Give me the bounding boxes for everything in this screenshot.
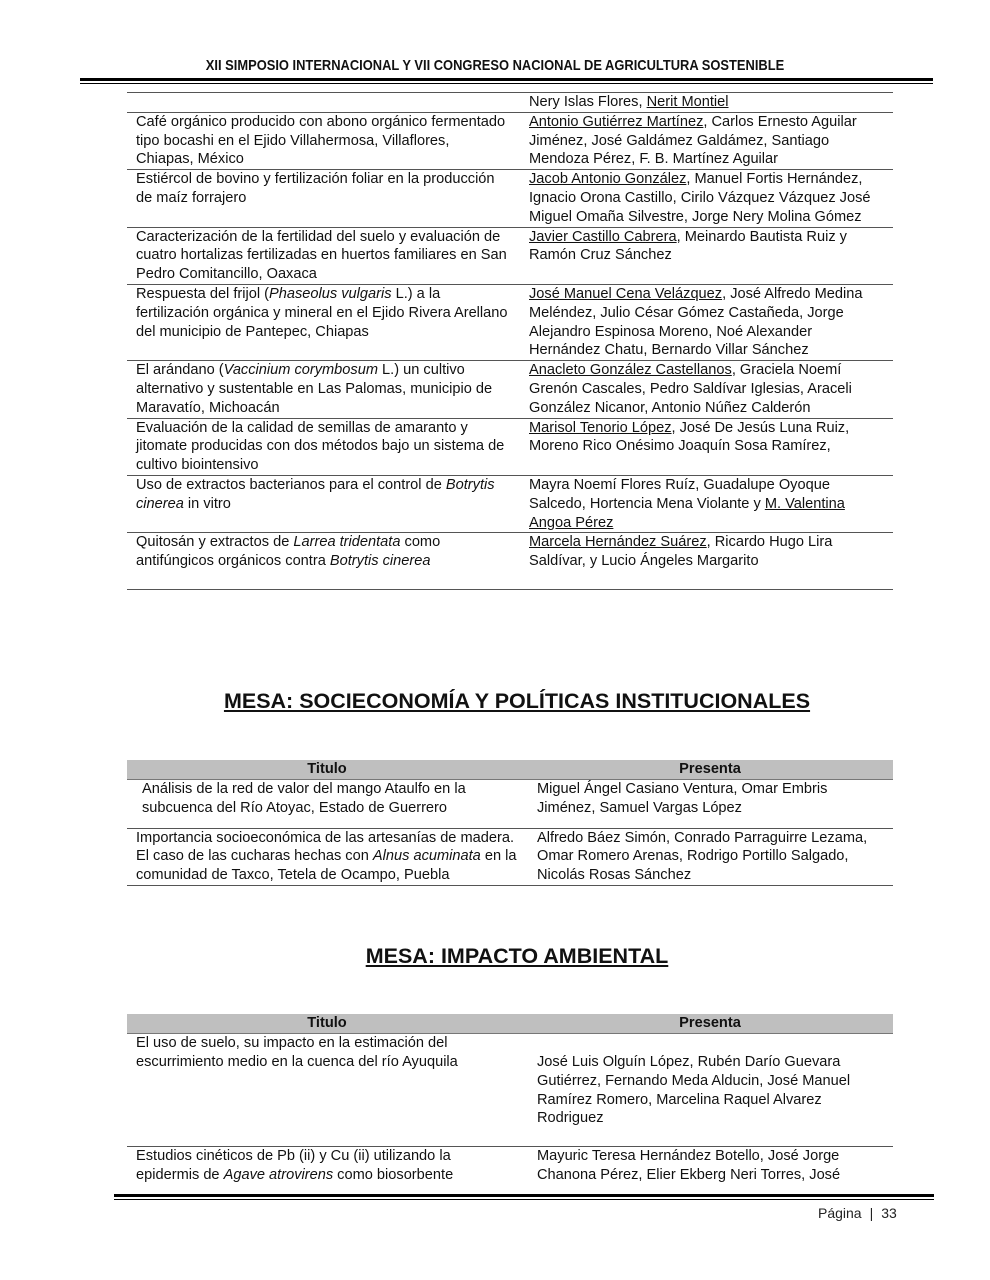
- table-socioeconomia: [127, 760, 893, 886]
- table-continued: [127, 92, 893, 590]
- section-title-socioeconomia: MESA: SOCIECONOMÍA Y POLÍTICAS INSTITUCIONALES: [223, 689, 811, 713]
- page-number: 33: [881, 1205, 897, 1221]
- titulo-cell: [127, 93, 519, 113]
- col-header-titulo: Titulo: [127, 760, 527, 780]
- titulo-cell: Evaluación de la calidad de semillas de amaranto y jitomate producidas con dos métodos bajo un sistema de cultivo biointensivo: [127, 418, 519, 475]
- header-rule-thin: [80, 83, 933, 84]
- running-header: XII SIMPOSIO INTERNACIONAL Y VII CONGRESO NACIONAL DE AGRICULTURA SOSTENIBLE: [205, 57, 785, 74]
- presenta-cell: Mayra Noemí Flores Ruíz, Guadalupe Oyoque Salcedo, Hortencia Mena Violante y M. Valentina Angoa Pérez: [519, 475, 893, 532]
- page-separator: |: [869, 1205, 874, 1221]
- presenta-cell: Mayuric Teresa Hernández Botello, José Jorge Chanona Pérez, Elier Ekberg Neri Torres, José: [537, 1148, 841, 1183]
- table-row: [127, 170, 893, 227]
- titulo-cell: Análisis de la red de valor del mango Ataulfo en la subcuenca del Río Atoyac, Estado de Guerrero: [127, 780, 527, 829]
- presenta-cell: José Luis Olguín López, Rubén Darío Guevara Gutiérrez, Fernando Meda Alducin, José Manuel Ramírez Romero, Marcelina Raquel Alvarez Rodriguez: [527, 1034, 893, 1147]
- presenta-cell: Javier Castillo Cabrera, Meinardo Bautista Ruiz y Ramón Cruz Sánchez: [519, 227, 893, 284]
- table-row: [127, 112, 893, 169]
- titulo-cell: El arándano (Vaccinium corymbosum L.) un cultivo alternativo y sustentable en Las Palomas, municipio de Maravatío, Michoacán: [127, 361, 519, 418]
- presenta-cell: Miguel Ángel Casiano Ventura, Omar Embris Jiménez, Samuel Vargas López: [527, 780, 893, 829]
- table-row: [127, 93, 893, 113]
- presenta-cell: Marcela Hernández Suárez, Ricardo Hugo Lira Saldívar, y Lucio Ángeles Margarito: [519, 533, 893, 590]
- footer-rule-thick: [114, 1194, 934, 1197]
- table-header-row: [127, 1014, 893, 1034]
- table-row: [127, 780, 893, 829]
- table-row: [127, 361, 893, 418]
- page-footer: [814, 1205, 901, 1221]
- presenta-cell: José Manuel Cena Velázquez, José Alfredo Medina Meléndez, Julio César Gómez Castañeda, Jorge Alejandro Espinosa Moreno, Noé Alexander Hernández Chatu, Bernardo Villar Sánchez: [519, 284, 893, 360]
- table-row: [127, 1147, 893, 1185]
- presenta-cell: Nery Islas Flores, Nerit Montiel: [519, 93, 893, 113]
- table-row: [127, 1034, 893, 1147]
- titulo-cell: Estiércol de bovino y fertilización foliar en la producción de maíz forrajero: [127, 170, 519, 227]
- table-row: [127, 533, 893, 590]
- section-title-impacto-ambiental: MESA: IMPACTO AMBIENTAL: [365, 944, 669, 968]
- presenta-cell: Alfredo Báez Simón, Conrado Parraguirre Lezama, Omar Romero Arenas, Rodrigo Portillo Salgado, Nicolás Rosas Sánchez: [527, 828, 893, 885]
- col-header-presenta: Presenta: [527, 760, 893, 780]
- presenta-cell: Marisol Tenorio López, José De Jesús Luna Ruiz, Moreno Rico Onésimo Joaquín Sosa Ramírez,: [519, 418, 893, 475]
- titulo-cell: El uso de suelo, su impacto en la estimación del escurrimiento medio en la cuenca del río Ayuquila: [127, 1034, 527, 1147]
- table-row: [127, 227, 893, 284]
- presenta-cell: Anacleto González Castellanos, Graciela Noemí Grenón Cascales, Pedro Saldívar Iglesias, Araceli González Nicanor, Antonio Núñez Calderón: [519, 361, 893, 418]
- titulo-cell: Respuesta del frijol (Phaseolus vulgaris L.) a la fertilización orgánica y mineral en el Ejido Rivera Arellano del municipio de Pantepec, Chiapas: [127, 284, 519, 360]
- titulo-cell: Caracterización de la fertilidad del suelo y evaluación de cuatro hortalizas fertilizadas en huertos familiares en San Pedro Comitancillo, Oaxaca: [127, 227, 519, 284]
- table-row: [127, 284, 893, 360]
- table-row: [127, 828, 893, 885]
- titulo-cell: Quitosán y extractos de Larrea tridentata como antifúngicos orgánicos contra Botrytis cinerea: [127, 533, 519, 590]
- titulo-cell: Café orgánico producido con abono orgánico fermentado tipo bocashi en el Ejido Villahermosa, Villaflores, Chiapas, México: [127, 112, 519, 169]
- titulo-cell: Uso de extractos bacterianos para el control de Botrytis cinerea in vitro: [127, 475, 519, 532]
- header-rule-thick: [80, 78, 933, 81]
- titulo-cell: Estudios cinéticos de Pb (ii) y Cu (ii) utilizando la epidermis de Agave atrovirens como biosorbente: [136, 1148, 454, 1183]
- presenta-cell: Jacob Antonio González, Manuel Fortis Hernández, Ignacio Orona Castillo, Cirilo Vázquez Vázquez José Miguel Omaña Silvestre, Jorge Nery Molina Gómez: [519, 170, 893, 227]
- presenta-cell: Antonio Gutiérrez Martínez, Carlos Ernesto Aguilar Jiménez, José Galdámez Galdámez, Santiago Mendoza Pérez, F. B. Martínez Aguilar: [519, 112, 893, 169]
- page-label: Página: [818, 1205, 862, 1221]
- table-row: [127, 475, 893, 532]
- col-header-presenta: Presenta: [527, 1014, 893, 1034]
- table-header-row: [127, 760, 893, 780]
- table-row: [127, 418, 893, 475]
- titulo-cell: Importancia socioeconómica de las artesanías de madera. El caso de las cucharas hechas con Alnus acuminata en la comunidad de Taxco, Tetela de Ocampo, Puebla: [127, 828, 527, 885]
- col-header-titulo: Titulo: [127, 1014, 527, 1034]
- table-impacto-ambiental: [127, 1014, 893, 1185]
- footer-rule-thin: [114, 1199, 934, 1200]
